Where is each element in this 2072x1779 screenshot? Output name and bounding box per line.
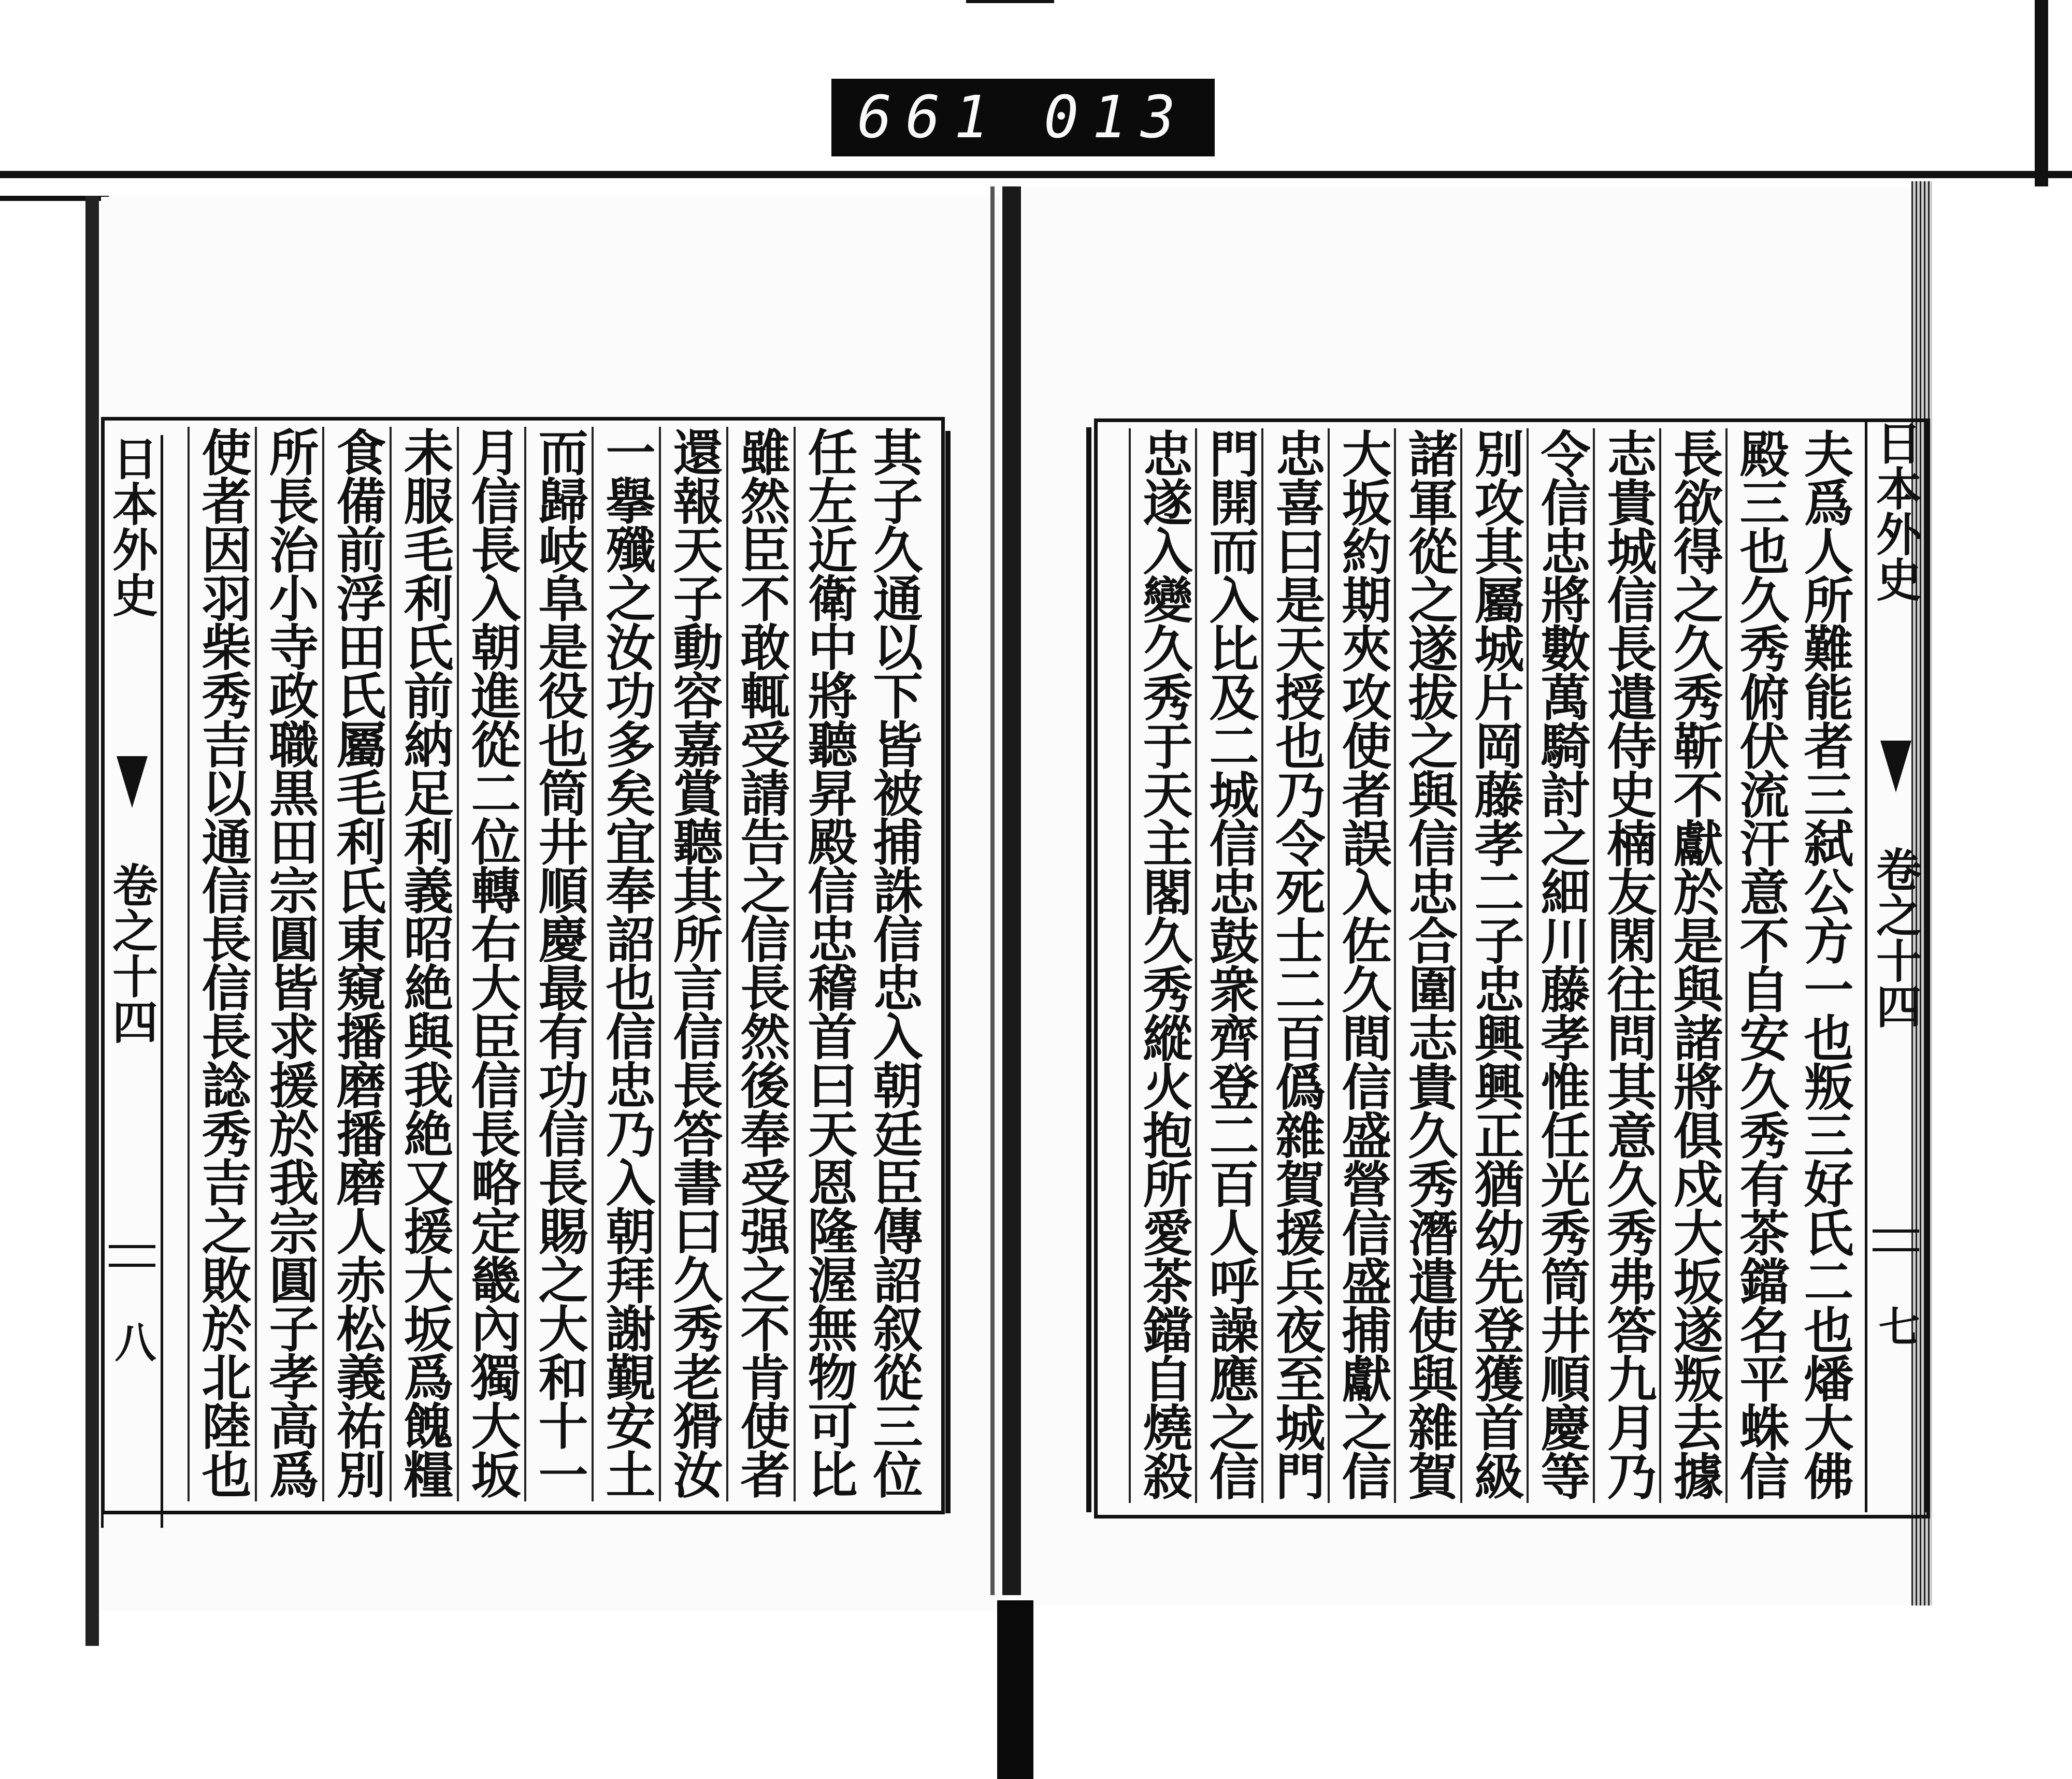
right-page-folio: 七 [1872, 1305, 1920, 1347]
right-page-header-volume: 卷之十四 [1869, 846, 1923, 1029]
book-edge-left [85, 196, 99, 1646]
right-page-margin-strip [1865, 420, 1927, 1512]
text-column: 而歸岐阜是役也筒井順慶最有功信長賜之大和十一 [524, 427, 593, 1501]
text-column: 門開而入比及二城信忠鼓衆齊登二百人呼譟應之信 [1195, 428, 1263, 1503]
call-number-label [831, 79, 1215, 156]
frame-rule [1086, 427, 1091, 1512]
left-page-folio: 八 [108, 1321, 156, 1362]
text-column: 還報天子動容嘉賞聽其所言信長答書曰久秀老猾汝 [659, 427, 727, 1501]
text-column: 令信忠將數萬騎討之細川藤孝惟任光秀筒井順慶等 [1527, 428, 1595, 1503]
text-column: 志貴城信長遣侍史楠友閑往問其意久秀弗答九月乃 [1593, 428, 1661, 1503]
text-column: 雖然臣不敢輒受請告之信長然後奉受强之不肯使者 [726, 427, 795, 1501]
left-page-header-title: 日本外史 [105, 435, 159, 617]
gutter-shadow [990, 186, 995, 1595]
scanner-frame-right [2035, 0, 2048, 186]
call-number-left: 661 [857, 84, 1002, 151]
text-column: 食備前浮田氏屬毛利氏東窺播磨播磨人赤松義祐別 [322, 427, 391, 1501]
frame-rule [945, 431, 951, 1513]
text-column: 其子久通以下皆被捕誅信忠入朝廷臣傳詔叙從三位 [865, 427, 924, 1498]
scan-edge-mark [966, 0, 1054, 3]
right-page-header-title: 日本外史 [1869, 420, 1923, 602]
text-column: 忠喜曰是天授也乃令死士二百僞雜賀援兵夜至城門 [1261, 428, 1330, 1503]
text-column: 未服毛利氏前納足利義昭絶與我絶又援大坂爲餽糧 [390, 427, 458, 1501]
text-column: 諸軍從之遂拔之與信忠合圍志貴久秀潛遣使與雜賀 [1394, 428, 1462, 1503]
call-number-right: 013 [1044, 84, 1189, 151]
text-column: 一擧殲之汝功多矣宜奉詔也信忠乃入朝拜謝覲安土 [592, 427, 660, 1501]
text-column: 所長治小寺政職黒田宗圓皆求援於我宗圓子孝高爲 [255, 427, 323, 1501]
text-column: 殿三也久秀俯伏流汗意不自安久秀有茶鐺名平蛛信 [1725, 428, 1794, 1503]
text-column: 忠遂入變久秀于天主閣久秀縱火抱所愛茶鐺自燒殺 [1129, 428, 1197, 1503]
book-spine [1002, 186, 1021, 1595]
text-column: 夫爲人所難能者三弑公方一也叛三好氏二也燔大佛 [1796, 428, 1854, 1499]
text-column: 長欲得之久秀靳不獻於是與諸將俱戍大坂遂叛去據 [1659, 428, 1728, 1503]
left-page-header-volume: 卷之十四 [105, 862, 159, 1044]
text-column: 月信長入朝進從二位轉右大臣信長略定畿內獨大坂 [457, 427, 525, 1501]
double-rule [1873, 1230, 1919, 1251]
right-text-frame [1094, 418, 1930, 1518]
text-column: 任左近衛中將聽昇殿信忠稽首曰天恩隆渥無物可比 [794, 427, 862, 1501]
left-text-frame [101, 417, 945, 1514]
text-column: 別攻其屬城片岡藤孝二子忠興興正猶幼先登獲首級 [1460, 428, 1529, 1503]
text-column: 大坂約期夾攻使者誤入佐久間信盛營信盛捕獻之信 [1328, 428, 1396, 1503]
text-column: 使者因羽柴秀吉以通信長信長諗秀吉之敗於北陸也 [188, 427, 256, 1501]
binding-clip [997, 1600, 1033, 1779]
fishtail-marker [1880, 741, 1911, 792]
scanner-bar [0, 171, 2072, 178]
